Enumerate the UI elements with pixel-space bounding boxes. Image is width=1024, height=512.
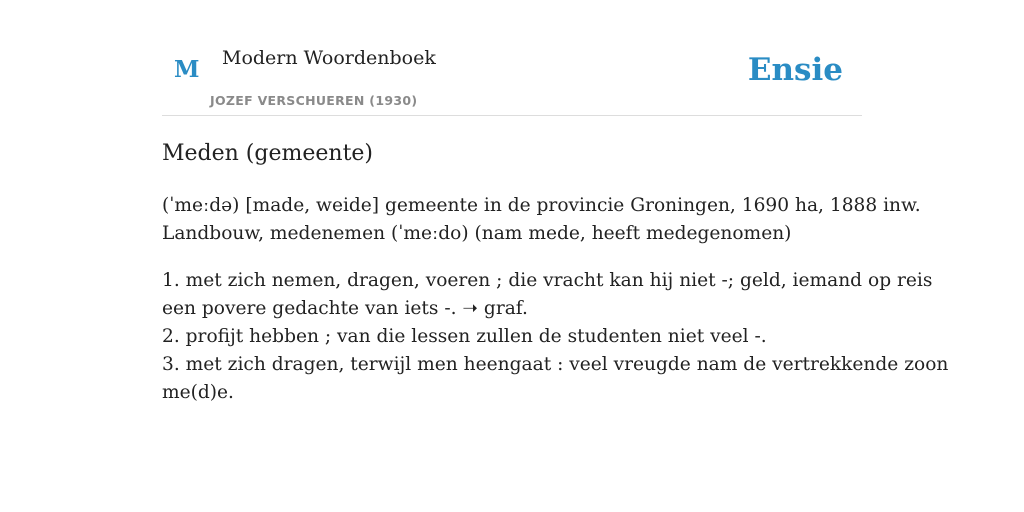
- definition-line: 2. profijt hebben ; van die lessen zullen de studenten niet veel -.: [162, 326, 767, 347]
- book-author: JOZEF VERSCHUEREN (1930): [210, 93, 418, 108]
- definition-line: 1. met zich nemen, dragen, voeren ; die vracht kan hij niet -; geld, iemand op reis: [162, 270, 933, 291]
- definition-line: me(d)e.: [162, 382, 234, 403]
- definition-line: 3. met zich dragen, terwijl men heengaat : veel vreugde nam de vertrekkende zoon: [162, 354, 949, 375]
- header: [162, 0, 862, 116]
- book-title-link[interactable]: Modern Woordenboek: [222, 47, 436, 69]
- brand-logo-link[interactable]: Ensie: [747, 52, 843, 88]
- page-container: [162, 0, 949, 403]
- book-logo-letter[interactable]: M: [174, 56, 200, 83]
- entry-definition-paragraph: [162, 267, 949, 407]
- entry-intro-line: Landbouw, medenemen (ˈmeːdo) (nam mede, heeft medegenomen): [162, 223, 792, 244]
- entry-title: Meden (gemeente): [162, 141, 374, 166]
- entry-intro-paragraph: [162, 192, 921, 248]
- definition-line: een povere gedachte van iets -. ➝ graf.: [162, 298, 528, 319]
- entry-intro-line: (ˈmeːdə) [made, weide] gemeente in de provincie Groningen, 1690 ha, 1888 inw.: [162, 195, 921, 216]
